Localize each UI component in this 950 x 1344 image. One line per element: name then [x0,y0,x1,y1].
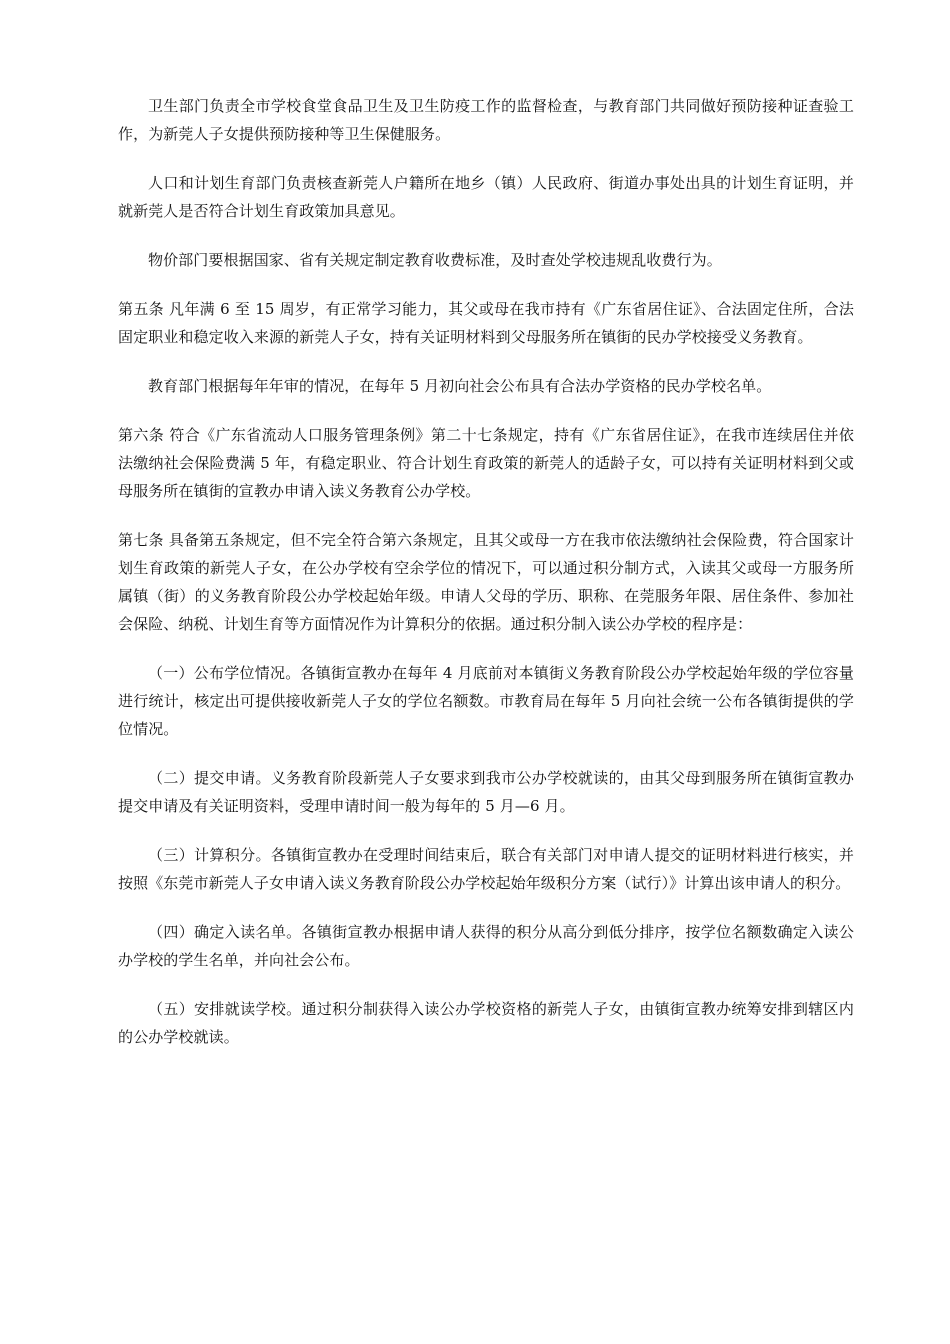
paragraph-step-2: （二）提交申请。义务教育阶段新莞人子女要求到我市公办学校就读的，由其父母到服务所在镇街宣教办提交申请及有关证明资料，受理申请时间一般为每年的 5 月—6 月。 [118,769,854,815]
paragraph-article-6: 第六条 符合《广东省流动人口服务管理条例》第二十七条规定，持有《广东省居住证》，在我市连续居住并依法缴纳社会保险费满 5 年，有稳定职业、符合计划生育政策的新莞人的适龄子女，可以持有关证明材料到父或母服务所在镇街的宣教办申请入读义务教育公办学校。 [118,426,854,500]
paragraph-health-dept: 卫生部门负责全市学校食堂食品卫生及卫生防疫工作的监督检查，与教育部门共同做好预防接种证查验工作，为新莞人子女提供预防接种等卫生保健服务。 [118,97,854,143]
paragraph-article-7: 第七条 具备第五条规定，但不完全符合第六条规定，且其父或母一方在我市依法缴纳社会保险费，符合国家计划生育政策的新莞人子女，在公办学校有空余学位的情况下，可以通过积分制方式，入读其父或母一方服务所属镇（街）的义务教育阶段公办学校起始年级。申请人父母的学历、职称、在莞服务年限、居住条件、参加社会保险、纳税、计划生育等方面情况作为计算积分的依据。通过积分制入读公办学校的程序是： [118,531,854,633]
paragraph-step-4: （四）确定入读名单。各镇街宣教办根据申请人获得的积分从高分到低分排序，按学位名额数确定入读公办学校的学生名单，并向社会公布。 [118,923,854,969]
paragraph-education-dept: 教育部门根据每年年审的情况，在每年 5 月初向社会公布具有合法办学资格的民办学校名单。 [148,377,772,395]
paragraph-step-3: （三）计算积分。各镇街宣教办在受理时间结束后，联合有关部门对申请人提交的证明材料进行核实，并按照《东莞市新莞人子女申请入读义务教育阶段公办学校起始年级积分方案（试行）》计算出该申请人的积分。 [118,846,854,892]
document-page [118,92,854,1072]
paragraph-article-5: 第五条 凡年满 6 至 15 周岁，有正常学习能力，其父或母在我市持有《广东省居住证》、合法固定住所，合法固定职业和稳定收入来源的新莞人子女，持有关证明材料到父母服务所在镇街的民办学校接受义务教育。 [118,300,854,346]
paragraph-step-5: （五）安排就读学校。通过积分制获得入读公办学校资格的新莞人子女，由镇街宣教办统筹安排到辖区内的公办学校就读。 [118,1000,854,1046]
paragraph-family-planning-dept: 人口和计划生育部门负责核查新莞人户籍所在地乡（镇）人民政府、街道办事处出具的计划生育证明，并就新莞人是否符合计划生育政策加具意见。 [118,174,854,220]
paragraph-price-dept: 物价部门要根据国家、省有关规定制定教育收费标准，及时查处学校违规乱收费行为。 [148,251,722,269]
paragraph-step-1: （一）公布学位情况。各镇街宣教办在每年 4 月底前对本镇街义务教育阶段公办学校起始年级的学位容量进行统计，核定出可提供接收新莞人子女的学位名额数。市教育局在每年 5 月向社会统一公布各镇街提供的学位情况。 [118,664,854,738]
